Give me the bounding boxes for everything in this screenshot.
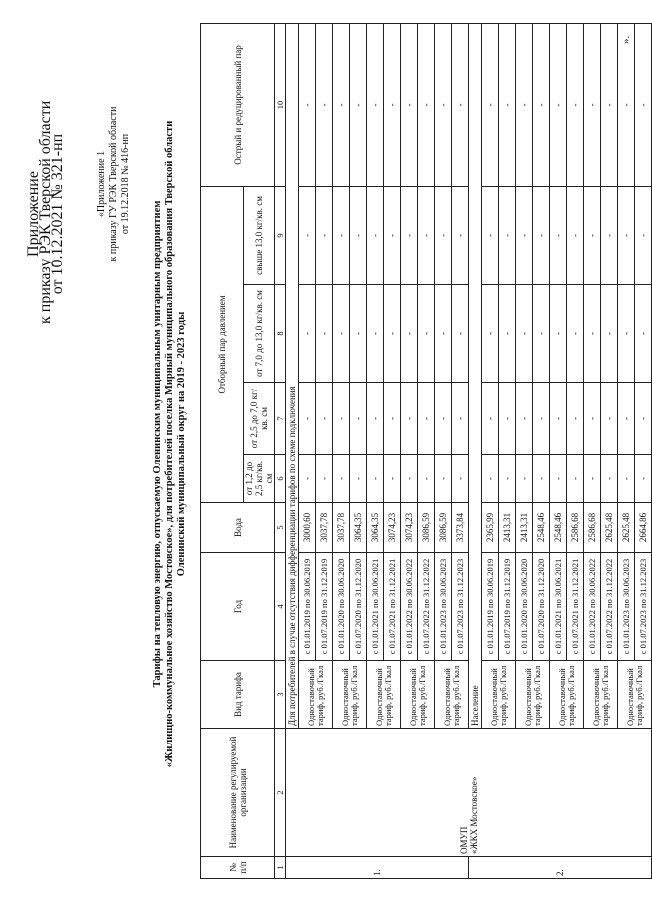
tariff-type-line: тариф, руб./Гкал [599, 665, 610, 726]
title-line: Оленинский муниципальный округ на 2019 - 2023 годы [176, 311, 187, 577]
empty-value-dash: - [384, 186, 401, 284]
empty-value-dash: - [367, 186, 384, 284]
empty-value-dash: - [401, 285, 418, 383]
water-tariff-value: 3074,23 [401, 503, 418, 553]
tariff-type-cell [516, 661, 550, 729]
empty-value-dash: - [452, 23, 469, 186]
section-label: Население [469, 23, 482, 728]
tariff-type-cell [584, 661, 618, 729]
period-cell: с 01.01.2019 по 30.06.2019 [482, 553, 499, 661]
section-row [286, 23, 299, 878]
period-cell: с 01.01.2020 по 30.06.2020 [333, 553, 350, 661]
empty-value-dash: - [299, 285, 316, 383]
empty-value-dash: - [482, 186, 499, 284]
column-number: 9 [275, 186, 286, 284]
empty-value-dash: - [618, 455, 635, 503]
period-cell: с 01.01.2022 по 30.06.2022 [584, 553, 601, 661]
empty-value-dash: - [333, 285, 350, 383]
period-cell: с 01.01.2019 по 30.06.2019 [299, 553, 316, 661]
tariff-type-cell [401, 661, 435, 729]
title-line: Тарифы на тепловую энергию, отпускаемую Оленинским муниципальным унитарным предприятием [152, 200, 163, 688]
empty-value-dash: - [350, 285, 367, 383]
tariff-type-line: тариф, руб./Гкал [633, 665, 644, 726]
empty-value-dash: - [367, 285, 384, 383]
empty-value-dash: - [516, 455, 533, 503]
empty-value-dash: - [350, 186, 367, 284]
empty-value-dash: - [550, 186, 567, 284]
organization-cell [286, 729, 652, 857]
header-steam-2: от 2,5 до 7,0 кг/кв. см [244, 383, 275, 455]
column-number: 8 [275, 285, 286, 383]
empty-value-dash: - [435, 455, 452, 503]
empty-value-dash: - [367, 455, 384, 503]
empty-value-dash: - [418, 455, 435, 503]
period-cell: с 01.07.2020 по 31.12.2020 [350, 553, 367, 661]
tariff-type-cell [333, 661, 367, 729]
order-reference-header [25, 100, 66, 324]
period-cell: с 01.07.2023 по 31.12.2023 [452, 553, 469, 661]
period-cell: с 01.01.2021 по 30.06.2021 [550, 553, 567, 661]
empty-value-dash: - [350, 455, 367, 503]
tariff-type-cell [618, 661, 652, 729]
tariff-type-line: тариф, руб./Гкал [565, 665, 576, 726]
header-line: к приказу РЭК Тверской области [37, 100, 54, 324]
empty-value-dash: - [533, 383, 550, 455]
title-line: «Жилищно-коммунальное хозяйство Мостовское», для потребителей поселка Мирный муниципального образования Тверской области [164, 120, 175, 768]
empty-value-dash: - [533, 186, 550, 284]
period-cell: с 01.01.2023 по 30.06.2023 [435, 553, 452, 661]
tariff-type-line: Одноставочный [339, 668, 350, 726]
water-tariff-value: 3037,78 [333, 503, 350, 553]
tariff-type-line: тариф, руб./Гкал [348, 665, 359, 726]
tariff-type-cell [367, 661, 401, 729]
empty-value-dash: - [316, 23, 333, 186]
empty-value-dash: - [635, 186, 652, 284]
period-cell: с 01.01.2021 по 30.06.2021 [367, 553, 384, 661]
empty-value-dash: - [435, 383, 452, 455]
empty-value-dash: - [482, 285, 499, 383]
tariff-type-line: Одноставочный [441, 668, 452, 726]
tariff-type-line: Одноставочный [305, 668, 316, 726]
tariff-type-line: тариф, руб./Гкал [416, 665, 427, 726]
empty-value-dash: - [499, 383, 516, 455]
tariff-type-cell [435, 661, 469, 729]
empty-value-dash: - [516, 23, 533, 186]
header-year: Год [201, 553, 275, 661]
empty-value-dash: - [567, 23, 584, 186]
column-number: 3 [275, 661, 286, 729]
header-line: Приложение [25, 171, 42, 257]
column-number: 6 [275, 455, 286, 503]
water-tariff-value: 2413,31 [499, 503, 516, 553]
header-num: № п/п [201, 857, 275, 879]
water-tariff-value: 3074,23 [384, 503, 401, 553]
empty-value-dash: - [601, 186, 618, 284]
empty-value-dash: - [499, 23, 516, 186]
period-cell: с 01.01.2023 по 30.06.2023 [618, 553, 635, 661]
empty-value-dash: - [333, 383, 350, 455]
water-tariff-value: 3037,78 [316, 503, 333, 553]
tariff-type-line: Одноставочный [407, 668, 418, 726]
empty-value-dash: - [499, 186, 516, 284]
period-cell: с 01.07.2020 по 31.12.2020 [533, 553, 550, 661]
tariff-type-line: Одноставочный [590, 668, 601, 726]
header-steam-1: от 1,2 до 2,5 кг/кв. см [244, 455, 275, 503]
tariff-type-line: Одноставочный [522, 668, 533, 726]
empty-value-dash: - [299, 383, 316, 455]
empty-value-dash: - [384, 455, 401, 503]
tariff-type-cell [482, 661, 516, 729]
period-cell: с 01.07.2019 по 31.12.2019 [316, 553, 333, 661]
water-tariff-value: 2664,86 [635, 503, 652, 553]
section-number: 2. [469, 857, 652, 879]
empty-value-dash: - [618, 383, 635, 455]
empty-value-dash: - [452, 383, 469, 455]
empty-value-dash: - [435, 186, 452, 284]
water-tariff-value: 3064,35 [350, 503, 367, 553]
water-tariff-value: 3373,84 [452, 503, 469, 553]
empty-value-dash: - [384, 383, 401, 455]
header-steam-3: от 7,0 до 13,0 кг/кв. см [244, 285, 275, 383]
section-number: 1. [286, 857, 469, 879]
water-tariff-value: 2413,31 [516, 503, 533, 553]
tariff-table [200, 23, 652, 879]
empty-value-dash: - [482, 383, 499, 455]
empty-value-dash: - [452, 285, 469, 383]
column-number: 4 [275, 553, 286, 661]
empty-value-dash: - [584, 23, 601, 186]
organization-name: «ЖКХ Мостовское» [468, 776, 479, 854]
column-number: 5 [275, 503, 286, 553]
empty-value-dash: - [299, 186, 316, 284]
header-tariff-type: Вид тарифа [201, 661, 275, 729]
empty-value-dash: - [550, 455, 567, 503]
empty-value-dash: - [601, 383, 618, 455]
column-number: 1 [275, 857, 286, 879]
empty-value-dash: - [299, 23, 316, 186]
water-tariff-value: 2586,68 [584, 503, 601, 553]
empty-value-dash: - [516, 383, 533, 455]
header-organization: Наименование регулируемой организации [201, 729, 275, 857]
empty-value-dash: - [567, 455, 584, 503]
empty-value-dash: - [635, 455, 652, 503]
header-line: к приказу ГУ РЭК Тверской области [108, 106, 119, 262]
empty-value-dash: - [316, 186, 333, 284]
empty-value-dash: - [316, 285, 333, 383]
empty-value-dash: - [635, 285, 652, 383]
column-number: 2 [275, 729, 286, 857]
appendix-reference-header [96, 64, 132, 304]
empty-value-dash: - [350, 383, 367, 455]
empty-value-dash: - [550, 23, 567, 186]
period-cell: с 01.07.2023 по 31.12.2023 [635, 553, 652, 661]
column-number: 10 [275, 23, 286, 186]
empty-value-dash: - [333, 23, 350, 186]
empty-value-dash: - [452, 455, 469, 503]
tariff-type-cell [550, 661, 584, 729]
empty-value-dash: - [401, 383, 418, 455]
empty-value-dash: - [316, 383, 333, 455]
empty-value-dash: - [418, 383, 435, 455]
tariff-type-line: тариф, руб./Гкал [450, 665, 461, 726]
empty-value-dash: - [635, 23, 652, 186]
empty-value-dash: - [384, 285, 401, 383]
empty-value-dash: - [533, 455, 550, 503]
closing-quote-mark: ». [620, 35, 632, 44]
empty-value-dash: - [367, 383, 384, 455]
empty-value-dash: - [601, 285, 618, 383]
empty-value-dash: - [567, 186, 584, 284]
header-line: «Приложение 1 [96, 150, 107, 218]
tariff-type-line: тариф, руб./Гкал [382, 665, 393, 726]
water-tariff-value: 2365,99 [482, 503, 499, 553]
empty-value-dash: - [635, 383, 652, 455]
water-tariff-value: 2548,46 [550, 503, 567, 553]
water-tariff-value: 3000,60 [299, 503, 316, 553]
empty-value-dash: - [601, 455, 618, 503]
empty-value-dash: - [584, 186, 601, 284]
tariff-type-line: Одноставочный [624, 668, 635, 726]
section-label: Для потребителей в случае отсутствия дифференциации тарифов по схеме подключения [286, 23, 299, 728]
period-cell: с 01.01.2020 по 30.06.2020 [516, 553, 533, 661]
tariff-type-line: тариф, руб./Гкал [497, 665, 508, 726]
header-line: от 19.12.2018 № 416-нп [120, 133, 131, 235]
tariff-type-line: тариф, руб./Гкал [531, 665, 542, 726]
empty-value-dash: - [499, 455, 516, 503]
empty-value-dash: - [367, 23, 384, 186]
header-steam-4: свыше 13,0 кг/кв. см [244, 186, 275, 284]
period-cell: с 01.07.2021 по 31.12.2021 [384, 553, 401, 661]
organization-name: ОМУП [458, 826, 469, 854]
water-tariff-value: 3086,59 [435, 503, 452, 553]
period-cell: с 01.07.2021 по 31.12.2021 [567, 553, 584, 661]
empty-value-dash: - [499, 285, 516, 383]
tariff-type-line: Одноставочный [488, 668, 499, 726]
empty-value-dash: - [584, 455, 601, 503]
empty-value-dash: - [567, 383, 584, 455]
empty-value-dash: - [418, 186, 435, 284]
period-cell: с 01.07.2022 по 31.12.2022 [601, 553, 618, 661]
empty-value-dash: - [435, 23, 452, 186]
empty-value-dash: - [516, 285, 533, 383]
header-steam-group: Отборный пар давлением [201, 186, 244, 502]
empty-value-dash: - [401, 23, 418, 186]
header-line: от 10.12.2021 № 321-нп [49, 133, 66, 295]
water-tariff-value: 3086,59 [418, 503, 435, 553]
empty-value-dash: - [418, 285, 435, 383]
water-tariff-value: 2586,68 [567, 503, 584, 553]
empty-value-dash: - [452, 186, 469, 284]
empty-value-dash: - [350, 23, 367, 186]
empty-value-dash: - [584, 285, 601, 383]
empty-value-dash: - [401, 186, 418, 284]
tariff-type-line: Одноставочный [556, 668, 567, 726]
empty-value-dash: - [618, 285, 635, 383]
empty-value-dash: - [584, 383, 601, 455]
header-live-steam: Острый и редуцированный пар [201, 23, 275, 186]
empty-value-dash: - [316, 455, 333, 503]
document-title [152, 74, 188, 814]
tariff-type-cell [299, 661, 333, 729]
water-tariff-value: 2625,48 [601, 503, 618, 553]
empty-value-dash: - [482, 455, 499, 503]
empty-value-dash: - [333, 455, 350, 503]
empty-value-dash: - [567, 285, 584, 383]
header-water: Вода [201, 503, 275, 553]
empty-value-dash: - [601, 23, 618, 186]
empty-value-dash: - [384, 23, 401, 186]
empty-value-dash: - [533, 23, 550, 186]
empty-value-dash: - [550, 383, 567, 455]
empty-value-dash: - [435, 285, 452, 383]
empty-value-dash: - [533, 285, 550, 383]
empty-value-dash: - [333, 186, 350, 284]
period-cell: с 01.07.2019 по 31.12.2019 [499, 553, 516, 661]
empty-value-dash: - [618, 23, 635, 186]
empty-value-dash: - [418, 23, 435, 186]
empty-value-dash: - [401, 455, 418, 503]
period-cell: с 01.01.2022 по 30.06.2022 [401, 553, 418, 661]
water-tariff-value: 3064,35 [367, 503, 384, 553]
period-cell: с 01.07.2022 по 31.12.2022 [418, 553, 435, 661]
empty-value-dash: - [550, 285, 567, 383]
empty-value-dash: - [516, 186, 533, 284]
water-tariff-value: 2548,46 [533, 503, 550, 553]
empty-value-dash: - [618, 186, 635, 284]
empty-value-dash: - [299, 455, 316, 503]
water-tariff-value: 2625,48 [618, 503, 635, 553]
tariff-type-line: Одноставочный [373, 668, 384, 726]
column-number: 7 [275, 383, 286, 455]
tariff-type-line: тариф, руб./Гкал [314, 665, 325, 726]
empty-value-dash: - [482, 23, 499, 186]
